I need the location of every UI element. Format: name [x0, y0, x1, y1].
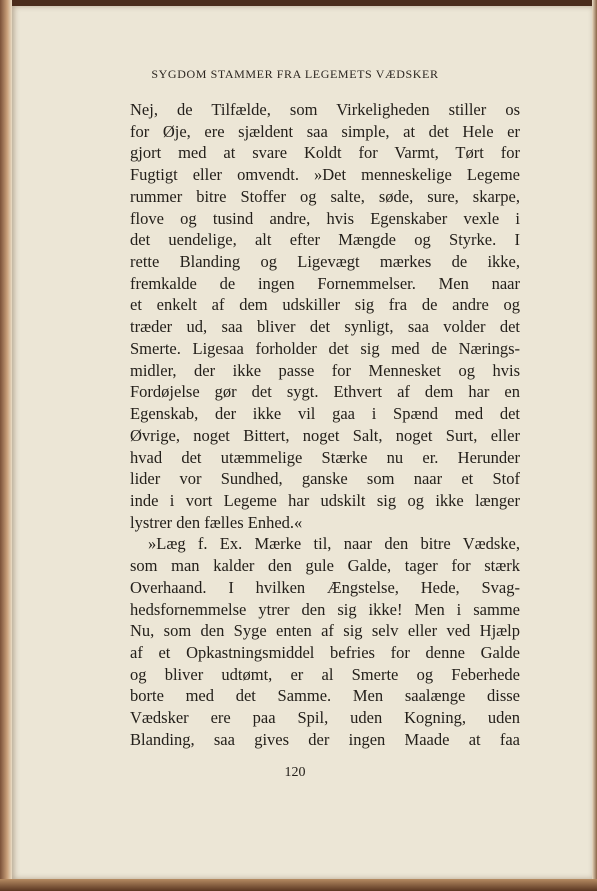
- text-line: »Læg f. Ex. Mærke til, naar den bitre Vædske,: [148, 534, 520, 554]
- text-line: gjort med at svare Koldt for Varmt, Tørt for: [130, 143, 520, 163]
- text-line: rette Blanding og Ligevægt mærkes de ikke,: [130, 252, 520, 272]
- text-line: Vædsker ere paa Spil, uden Kogning, uden: [130, 708, 520, 728]
- book-bottom-edge: [0, 879, 597, 891]
- text-line: hedsfornemmelse ytrer den sig ikke! Men i samme: [130, 599, 520, 619]
- text-line: Blanding, saa gives der ingen Maade at faa: [130, 729, 520, 749]
- text-line: Øvrige, noget Bittert, noget Salt, noget Surt, eller: [130, 425, 520, 445]
- text-line: Nej, de Tilfælde, som Virkeligheden stiller os: [130, 100, 520, 119]
- text-line: Overhaand. I hvilken Ængstelse, Hede, Svag-: [130, 577, 520, 597]
- text-line: for Øje, ere sjældent saa simple, at det Hele er: [130, 121, 520, 141]
- text-line: lystrer den fælles Enhed.«: [130, 512, 303, 532]
- text-line: midler, der ikke passe for Mennesket og hvis: [130, 360, 520, 380]
- text-line: lider vor Sundhed, ganske som naar et Stof: [130, 469, 520, 489]
- running-header: SYGDOM STAMMER FRA LEGEMETS VÆDSKER: [151, 67, 439, 81]
- text-line: inde i vort Legeme har udskilt sig og ikke længer: [130, 490, 520, 510]
- text-line: det uendelige, alt efter Mængde og Styrke. I: [130, 230, 520, 250]
- text-line: som man kalder den gule Galde, tager for stærk: [130, 556, 520, 576]
- book-spine-shadow: [0, 0, 12, 891]
- text-line: Egenskab, der ikke vil gaa i Spænd med det: [130, 404, 520, 424]
- text-line: Fugtigt eller omvendt. »Det menneskelige Legeme: [130, 165, 520, 185]
- text-line: flove og tusind andre, hvis Egenskaber vexle i: [130, 208, 520, 228]
- text-line: hvad det utæmmelige Stærke nu er. Herunder: [130, 447, 520, 467]
- text-line: borte med det Samme. Men saalænge disse: [130, 686, 520, 706]
- page-number: 120: [284, 765, 306, 780]
- text-line: træder ud, saa bliver det synligt, saa volder det: [130, 317, 520, 337]
- text-line: Fordøjelse gør det sygt. Ethvert af dem har en: [130, 382, 520, 402]
- text-line: Smerte. Ligesaa forholder det sig med de Nærings-: [130, 338, 520, 358]
- text-line: Nu, som den Syge enten af sig selv eller ved Hjælp: [130, 621, 520, 641]
- text-line: et enkelt af dem udskiller sig fra de andre og: [130, 295, 520, 315]
- text-line: og bliver udtømt, er al Smerte og Feberhede: [130, 664, 520, 684]
- text-line: fremkalde de ingen Fornemmelser. Men naar: [130, 273, 520, 293]
- text-line: rummer bitre Stoffer og salte, søde, sure, skarpe,: [130, 186, 520, 206]
- text-line: af et Opkastningsmiddel befries for denne Galde: [130, 642, 520, 662]
- page-right-edge: [592, 0, 597, 891]
- body-text: [130, 99, 520, 751]
